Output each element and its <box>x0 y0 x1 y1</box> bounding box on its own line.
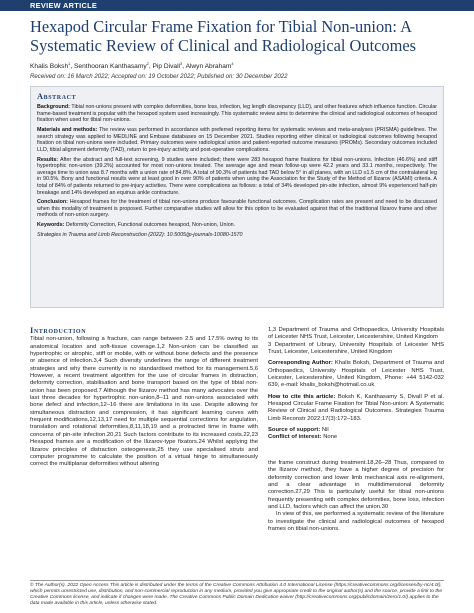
footer-divider <box>30 580 444 581</box>
introduction-continued: the frame construct during treatment.18,26–28 Thus, compared to the Ilizarov method, they have a higher degree of precision for deformity correction and lower limb mechanical axis re-alignment, and a clear advantage in multidimensional deformity correction.27,29 This is particularly useful for tibial non-unions frequently presenting with complex deformities, bone loss, infection and LLD, factors which can affect the union.30 <box>268 459 444 510</box>
publication-dates: Received on: 16 March 2022; Accepted on: 19 October 2022; Published on: 30 December 2022 <box>30 73 288 80</box>
author-list: Khalis Boksh$^1$, Senthooran Kanthasamy$^2$, Pip Divall$^3$, Alwyn Abraham$^4$ <box>30 61 234 71</box>
article-title: Hexapod Circular Frame Fixation for Tibial Non-union: A Systematic Review of Clinical and Radiological Outcomes <box>30 17 417 55</box>
introduction-aim: In view of this, we performed a systematic review of the literature to investigate the clinical and radiological outcomes of hexapod frames on tibial non-unions. <box>268 511 444 532</box>
corresponding-author: Corresponding Author: Khalis Boksh, Department of Trauma and Orthopaedics, University Hospitals of Leicester NHS Trust, Leicester, Leicestershire, United Kingdom, Phone: +44 5142-032 639, e-mail: khalis_boksh@hotmail.co.uk <box>268 360 444 389</box>
abstract-background: Background: Tibial non-unions present with complex deformities, bone loss, infection, leg length discrepancy (LLD), and other features which influence function. Circular frame-based treatment is popular with the hexapod system used increasingly. This systematic review aims to determine the clinical and radiological outcomes of hexapod fixation when used for tibial non-unions. <box>37 104 437 124</box>
article-type-band <box>0 0 474 11</box>
introduction-heading: Introduction <box>30 327 87 335</box>
author-name[interactable]: Pip Divall <box>152 63 181 71</box>
source-of-support: Source of support: Nil <box>268 427 329 434</box>
abstract-box <box>30 86 444 308</box>
introduction-paragraph: Tibial non-union, following a fracture, can range between 2.5 and 17.5% owing to its anatomical location and soft-tissue coverage.1,2 Non-union can be classified as hypertrophic or atrophic, stiff or mobile, with or without bone defects and the presence or absence of infection.3,4 Such diversity underlines the range of different treatment strategies and why there currently is no standardised method for its management.5,6 However, a recent treatment algorithm for the use of circular frames in distraction, deformity correction, stabilisation and bone transport based on the type of tibial non-union has been proposed.7 Although the Ilizarov method has many advocates over the last three decades for hypertrophic non-union,8–11 and non-unions associated with bone defect and infection,12–16 there are limitations in its use. Despite allowing for simultaneous distraction and compression, it has significant learning curves with frequent modifications,12,13,17 need for multiple sequential corrections for angulation, translation and rotational deformities,8,11,18,19 and a protracted time in frame with concerns of pin-site infection.20,21 Such factors contribute to its increased costs.22,23 Hexapod frames are a modification of the Ilizarov-type fixators.24 Whilst applying the Ilizarov principles of distraction osteogenesis,25 they use specialised struts and computer programme to calculate the position of a virtual hinge to simultaneously correct the multiplanar deformities without altering <box>30 336 258 468</box>
author-name[interactable]: Senthooran Kanthasamy <box>74 63 147 71</box>
affiliation-2: 3 Department of Library, University Hospitals of Leicester NHS Trust, Leicester, Leicestershire, United Kingdom <box>268 341 444 356</box>
left-column <box>30 327 258 565</box>
how-to-cite: How to cite this article: Boksh K, Kanthasamy S, Divall P et al. Hexapod Circular Frame Fixation for Tibial Non-union: A Systematic Review of Clinical and Radiological Outcomes. Strategies Trauma Limb Reconstr 2022;17(3):172–183. <box>268 393 445 422</box>
conflict-of-interest: Conflict of interest: None <box>268 434 338 441</box>
abstract-results: Results: After the abstract and full-text screening, 9 studies were included; there were 283 hexapod frame fixations for tibial non-unions. Infection (46.6%) and stiff hypertrophic non-union (39.2%) accounted for most non-unions treated. The average age and mean follow-up were 42.2 years and 33.1 months, respectively. The average time to union was 8.7 months with a union rate of 84.8%. A total of 90.3% of patients had TAD below 5° in all planes, with an LLD ≤1.5 cm of the contralateral leg in 90.5%. Bony and functional results were at least good in over 90% of patients when using the Association for the Study of the Method of Ilizarov (ASAMI) criteria. A total of 84% of patients returned to pre-injury activities. There were complications as follows: a total of 34% developed pin-site infection, almost 9% experienced half-pin breakage and 14% developed an equinus ankle contracture. <box>37 156 437 196</box>
license-footer: © The Author(s). 2022 Open Access This article is distributed under the terms of the Creative Commons Attribution 4.0 International License (https://creativecommons.org/licenses/by-nc/4.0/), which permits unrestricted use, distribution, and non-commercial reproduction in any medium, provided you give appropriate credit to the original author(s) and the source, provide a link to the Creative Commons license, and indicate if changes were made. The Creative Commons Public Domain Dedication waiver (http://creativecommons.org/publicdomain/zero/1.0/) applies to the data made available in this article, unless otherwise stated. <box>30 583 443 606</box>
abstract-conclusion: Conclusion: Hexapod frames for the treatment of tibial non-unions produce favourable functional outcomes. Complication rates are present and need to be discussed when this modality of treatment is proposed. Further comparative studies will allow for this option to be evaluated against that of the traditional Ilizarov frame and other methods of non-union surgery. <box>37 199 437 219</box>
right-column <box>268 327 474 565</box>
author-name[interactable]: Khalis Boksh <box>30 63 69 71</box>
abstract-keywords: Keywords: Deformity Correction, Functional outcomes hexapod, Non-union, Union. <box>37 222 236 229</box>
article-type-label: REVIEW ARTICLE <box>30 1 98 10</box>
affiliation-1: 1,3 Department of Trauma and Orthopaedics, University Hospitals of Leicester NHS Trust, Leicester, Leicestershire, United Kingdom <box>268 327 444 341</box>
author-name[interactable]: Alwyn Abraham <box>185 63 232 71</box>
journal-citation: Strategies in Trauma and Limb Reconstruction (2022): 10.5005/jp-journals-10080-1570 <box>37 232 243 239</box>
abstract-heading: Abstract <box>37 92 77 101</box>
author-affiliations <box>268 327 444 356</box>
abstract-methods: Materials and methods: The review was performed in accordance with preferred reporting items for systematic reviews and meta-analyses (PRISMA) guidelines. The search strategy was applied to MEDLINE and Embase databases on 15 December 2021. Studies reporting either clinical or radiological outcomes following hexapod fixation on tibial non-unions were included. Primary outcomes were radiological union and patient-reported outcome measures (PROMs). Secondary outcomes included LLD, tibial alignment deformity (TAD), return to pre-injury activity and post-operative complications. <box>37 126 438 153</box>
